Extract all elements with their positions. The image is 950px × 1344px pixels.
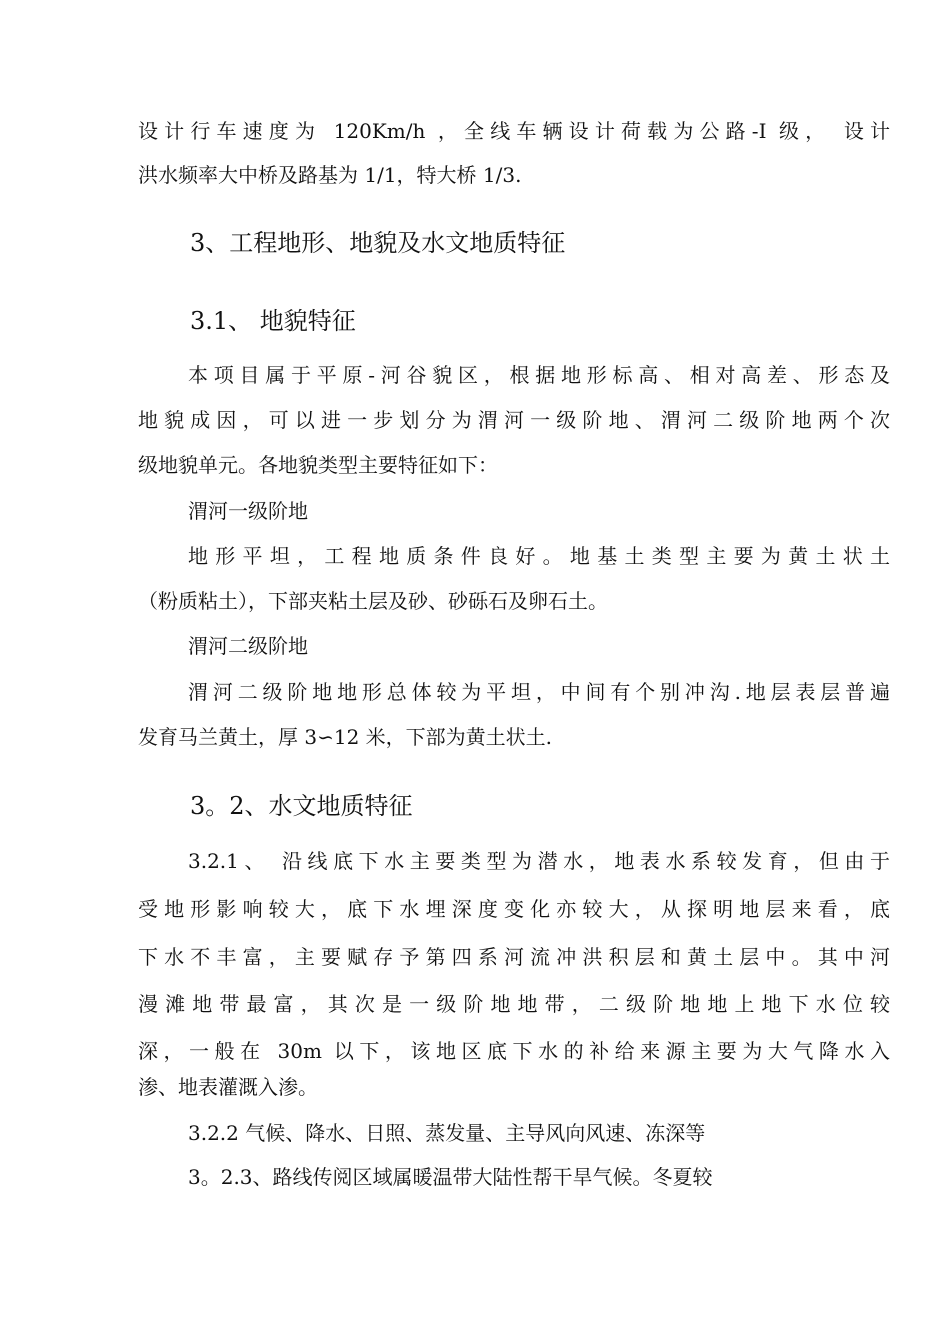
item-3-2-2: 3.2.2 气候、降水、日照、蒸发量、主导风向风速、冻深等 (188, 1121, 706, 1145)
terrace-1-title: 渭河一级阶地 (188, 499, 308, 523)
design-speed-line-2: 洪水频率大中桥及路基为 1/1，特大桥 1/3. (138, 163, 522, 187)
landform-line-2: 地貌成因，可以进一步划分为渭河一级阶地、渭河二级阶地两个次 (138, 408, 890, 432)
section-heading-3: 3、工程地形、地貌及水文地质特征 (190, 229, 566, 257)
terrace-2-line-1: 渭河二级阶地地形总体较为平坦，中间有个别冲沟.地层表层普遍 (188, 680, 890, 704)
section-heading-3-1: 3.1、 地貌特征 (190, 307, 356, 335)
groundwater-line-4: 漫滩地带最富，其次是一级阶地地带，二级阶地地上地下水位较 (138, 992, 890, 1016)
groundwater-line-5: 深，一般在 30m 以下，该地区底下水的补给来源主要为大气降水入 (138, 1039, 890, 1063)
landform-line-3: 级地貌单元。各地貌类型主要特征如下： (138, 453, 498, 477)
section-heading-3-2: 3。2、水文地质特征 (190, 792, 413, 820)
groundwater-line-1: 3.2.1、 沿线底下水主要类型为潜水，地表水系较发育，但由于 (188, 849, 890, 873)
design-speed-line-1: 设计行车速度为 120Km/h ，全线车辆设计荷载为公路-I 级， 设计 (138, 119, 890, 143)
terrace-1-line-1: 地形平坦，工程地质条件良好。地基土类型主要为黄土状土 (188, 544, 890, 568)
groundwater-line-2: 受地形影响较大，底下水埋深度变化亦较大，从探明地层来看，底 (138, 897, 890, 921)
terrace-2-line-2: 发育马兰黄土，厚 3∽12 米，下部为黄土状土. (138, 725, 553, 749)
item-3-2-3: 3。2.3、路线传阅区域属暖温带大陆性帮干旱气候。冬夏较 (188, 1165, 713, 1189)
terrace-1-line-2: （粉质粘土），下部夹粘土层及砂、砂砾石及卵石土。 (138, 589, 608, 613)
landform-line-1: 本项目属于平原-河谷貌区，根据地形标高、相对高差、形态及 (188, 363, 890, 387)
groundwater-line-6: 渗、地表灌溉入渗。 (138, 1075, 318, 1099)
terrace-2-title: 渭河二级阶地 (188, 634, 308, 658)
groundwater-line-3: 下水不丰富，主要赋存予第四系河流冲洪积层和黄土层中。其中河 (138, 945, 890, 969)
